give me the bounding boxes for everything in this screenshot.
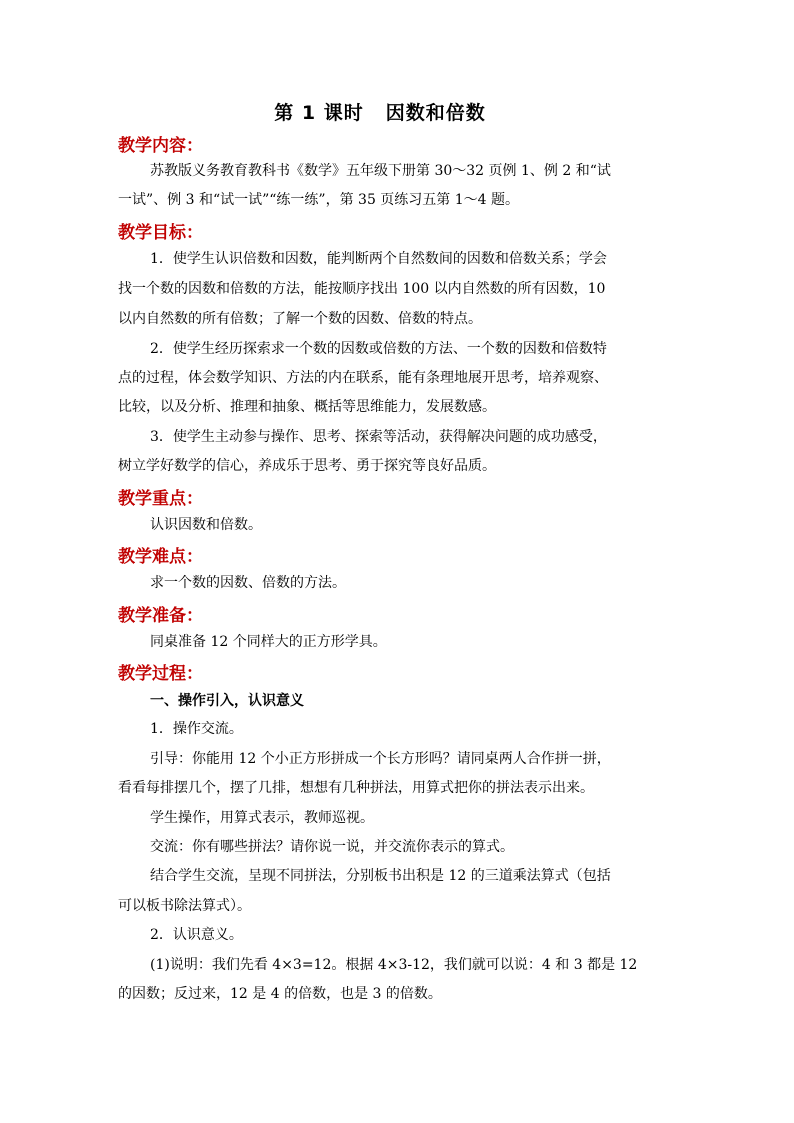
process-section-1: 一、操作引入，认识意义: [150, 693, 304, 709]
goal-2-line-2: 点的过程，体会数学知识、方法的内在联系，能有条理地展开思考，培养观察、: [118, 370, 608, 386]
combine-line-2: 可以板书除法算式）。: [118, 898, 251, 914]
goal-1-line-1: 1．使学生认识倍数和因数，能判断两个自然数间的因数和倍数关系；学会: [150, 251, 607, 267]
goal-1-line-2: 找一个数的因数和倍数的方法，能按顺序找出 100 以内自然数的所有因数，10: [118, 281, 606, 297]
goal-1-line-3: 以内自然数的所有倍数；了解一个数的因数、倍数的特点。: [118, 311, 482, 327]
lesson-number: 第 1 课时: [274, 102, 364, 124]
process-item-1: 1．操作交流。: [150, 721, 243, 737]
explain-line-2: 的因数；反过来，12 是 4 的倍数，也是 3 的倍数。: [118, 986, 442, 1002]
guide-line-1: 引导：你能用 12 个小正方形拼成一个长方形吗？请同桌两人合作拼一拼，: [150, 751, 611, 767]
process-item-2: 2．认识意义。: [150, 927, 243, 943]
content-line-1: 苏教版义务教育教科书《数学》五年级下册第 30～32 页例 1、例 2 和“试: [150, 163, 611, 179]
explain-line-1: (1)说明：我们先看 4×3=12。根据 4×3-12，我们就可以说：4 和 3 都是 12: [150, 957, 638, 973]
heading-content: 教学内容：: [118, 136, 203, 156]
goal-2-line-3: 比较，以及分析、推理和抽象、概括等思维能力，发展数感。: [118, 399, 496, 415]
heading-preparation: 教学准备：: [118, 606, 203, 626]
combine-line-1: 结合学生交流，呈现不同拼法，分别板书出积是 12 的三道乘法算式（包括: [150, 868, 611, 884]
heading-difficulties: 教学难点：: [118, 547, 203, 567]
goal-3-line-2: 树立学好数学的信心，养成乐于思考、勇于探究等良好品质。: [118, 458, 496, 474]
goal-3-line-1: 3．使学生主动参与操作、思考、探索等活动，获得解决问题的成功感受，: [150, 429, 607, 445]
key-points-text: 认识因数和倍数。: [150, 517, 262, 533]
lesson-title: [0, 98, 760, 125]
goal-2-line-1: 2．使学生经历探索求一个数的因数或倍数的方法、一个数的因数和倍数特: [150, 341, 607, 357]
content-line-2: 一试”、例 3 和“试一试”“练一练”，第 35 页练习五第 1～4 题。: [118, 192, 520, 208]
heading-key-points: 教学重点：: [118, 489, 203, 509]
student-operation: 学生操作，用算式表示，教师巡视。: [150, 810, 374, 826]
preparation-text: 同桌准备 12 个同样大的正方形学具。: [150, 634, 387, 650]
difficulties-text: 求一个数的因数、倍数的方法。: [150, 575, 346, 591]
lesson-topic: 因数和倍数: [385, 102, 486, 124]
guide-line-2: 看看每排摆几个，摆了几排，想想有几种拼法，用算式把你的拼法表示出来。: [118, 780, 594, 796]
heading-goals: 教学目标：: [118, 223, 203, 243]
exchange-text: 交流：你有哪些拼法？请你说一说，并交流你表示的算式。: [150, 839, 514, 855]
heading-process: 教学过程：: [118, 664, 203, 684]
